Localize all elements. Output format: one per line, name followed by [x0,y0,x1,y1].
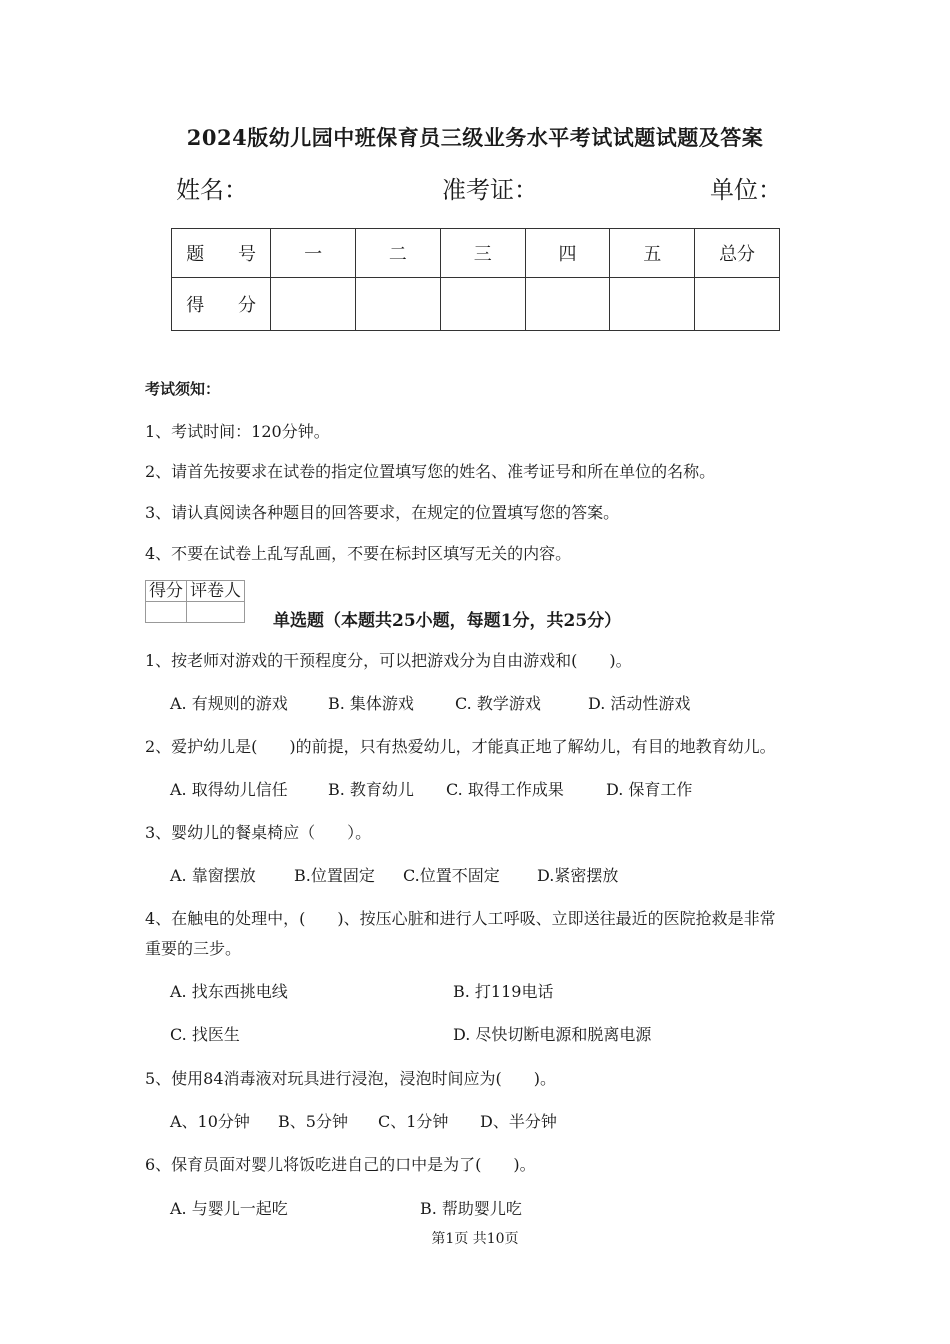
question-option[interactable]: B. 打119电话 [453,982,554,1001]
score-entry-cell[interactable] [440,278,525,331]
question-option[interactable]: A、10分钟 [170,1112,250,1131]
question-option[interactable]: B. 帮助婴儿吃 [420,1199,522,1218]
section-heading: 单选题（本题共25小题，每题1分，共25分） [273,611,622,631]
question-option[interactable]: A. 与婴儿一起吃 [170,1199,288,1218]
question-stem-continued: 重要的三步。 [145,939,242,958]
score-table-score-row [172,278,780,331]
score-entry-cell[interactable] [610,278,695,331]
question-stem: 5、使用84消毒液对玩具进行浸泡，浸泡时间应为( )。 [145,1069,557,1088]
score-table-cell: 三 [440,229,525,278]
question-option[interactable]: B、5分钟 [278,1112,348,1131]
page-title: 2024版幼儿园中班保育员三级业务水平考试试题试题及答案 [186,125,764,150]
question-option[interactable]: A. 取得幼儿信任 [170,780,288,799]
question-option[interactable]: D. 活动性游戏 [588,694,691,713]
notice-item: 4、不要在试卷上乱写乱画，不要在标封区填写无关的内容。 [145,544,572,563]
question-option[interactable]: D. 保育工作 [606,780,693,799]
score-table-cell: 二 [356,229,441,278]
score-table-cell: 总分 [695,229,780,278]
question-stem: 1、按老师对游戏的干预程度分，可以把游戏分为自由游戏和( )。 [145,651,632,670]
question-option[interactable]: B. 教育幼儿 [328,780,414,799]
score-table-cell: 四 [525,229,610,278]
score-table-cell: 题 号 [172,229,271,278]
score-entry-cell[interactable] [271,278,356,331]
score-table-header-row [172,229,780,278]
question-stem: 4、在触电的处理中，( )、按压心脏和进行人工呼吸、立即送往最近的医院抢救是非常 [145,909,776,928]
question-option[interactable]: C.位置不固定 [403,866,500,885]
notice-item: 3、请认真阅读各种题目的回答要求，在规定的位置填写您的答案。 [145,503,620,522]
question-option[interactable]: A. 找东西挑电线 [170,982,288,1001]
question-option[interactable]: B.位置固定 [294,866,375,885]
notice-item: 1、考试时间：120分钟。 [145,422,330,441]
question-option[interactable]: D、半分钟 [480,1112,557,1131]
notice-heading: 考试须知： [145,380,221,398]
question-stem: 3、婴幼儿的餐桌椅应（ ）。 [145,823,372,842]
question-option[interactable]: A. 靠窗摆放 [170,866,256,885]
grader-name-label: 评卷人 [187,581,245,602]
name-label: 姓名： [176,176,248,204]
unit-label: 单位： [710,176,782,204]
question-option[interactable]: C. 教学游戏 [455,694,541,713]
grader-score-label: 得分 [146,581,187,602]
question-option[interactable]: C、1分钟 [378,1112,449,1131]
question-stem: 6、保育员面对婴儿将饭吃进自己的口中是为了( )。 [145,1155,536,1174]
grader-name-cell[interactable] [187,602,245,623]
score-table-cell: 得 分 [172,278,271,331]
page-footer: 第1页 共10页 [431,1231,519,1247]
question-option[interactable]: C. 取得工作成果 [446,780,564,799]
exam-id-label: 准考证： [442,176,538,204]
question-option[interactable]: D.紧密摆放 [537,866,619,885]
score-entry-cell[interactable] [695,278,780,331]
grader-score-cell[interactable] [146,602,187,623]
question-option[interactable]: D. 尽快切断电源和脱离电源 [453,1025,652,1044]
question-stem: 2、爱护幼儿是( )的前提，只有热爱幼儿，才能真正地了解幼儿，有目的地教育幼儿。 [145,737,776,756]
score-table-cell: 一 [271,229,356,278]
question-option[interactable]: A. 有规则的游戏 [170,694,288,713]
grader-box [145,580,245,623]
score-table-cell: 五 [610,229,695,278]
score-entry-cell[interactable] [525,278,610,331]
candidate-info-row [176,170,786,204]
score-entry-cell[interactable] [356,278,441,331]
question-option[interactable]: C. 找医生 [170,1025,240,1044]
question-option[interactable]: B. 集体游戏 [328,694,414,713]
score-table [171,228,780,331]
notice-item: 2、请首先按要求在试卷的指定位置填写您的姓名、准考证号和所在单位的名称。 [145,462,716,481]
